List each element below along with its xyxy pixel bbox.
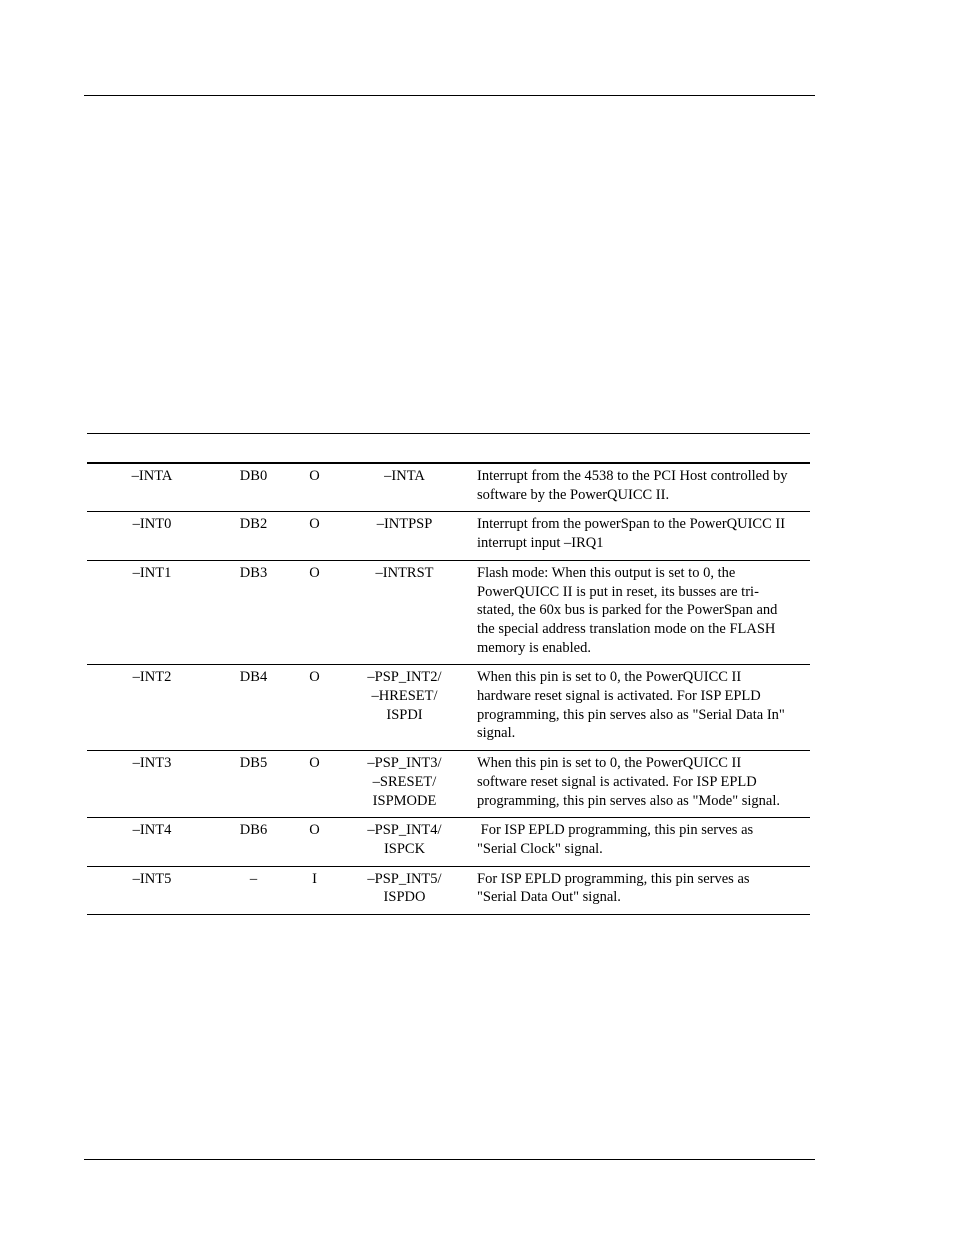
footer-rule xyxy=(84,1159,815,1160)
description-cell xyxy=(470,818,810,866)
function-line: ISPCK xyxy=(383,840,426,857)
pin-cell: DB5 xyxy=(217,751,290,818)
function-cell xyxy=(339,665,470,751)
function-line: –PSP_INT5/ xyxy=(367,870,442,887)
description-line: the special address translation mode on the FLASH xyxy=(477,620,776,637)
description-line: For ISP EPLD programming, this pin serves as xyxy=(477,822,754,839)
pin-cell: DB0 xyxy=(217,464,290,512)
function-line: ISPDI xyxy=(386,706,423,723)
table-row xyxy=(87,464,810,512)
description-line: programming, this pin serves also as "Mode" signal. xyxy=(477,792,781,809)
function-cell xyxy=(339,818,470,866)
description-cell xyxy=(470,512,810,560)
description-line: memory is enabled. xyxy=(477,639,591,656)
direction-cell: O xyxy=(290,665,339,751)
description-line: When this pin is set to 0, the PowerQUICC II xyxy=(477,669,742,686)
description-line: Interrupt from the 4538 to the PCI Host controlled by xyxy=(477,468,788,484)
description-line: "Serial Clock" signal. xyxy=(477,840,603,857)
description-line: software by the PowerQUICC II. xyxy=(477,486,670,503)
description-line: interrupt input –IRQ1 xyxy=(477,535,604,552)
function-cell xyxy=(339,512,470,560)
description-line: Flash mode: When this output is set to 0, the xyxy=(477,564,736,581)
description-line: software reset signal is activated. For ISP EPLD xyxy=(477,773,757,790)
function-cell xyxy=(339,751,470,818)
description-cell xyxy=(470,866,810,914)
table-row xyxy=(87,751,810,818)
signal-name-cell: –INT3 xyxy=(87,751,217,818)
description-line: Interrupt from the powerSpan to the PowerQUICC II xyxy=(477,516,786,533)
signal-name-cell: –INT4 xyxy=(87,818,217,866)
direction-cell: O xyxy=(290,818,339,866)
description-line: stated, the 60x bus is parked for the PowerSpan and xyxy=(477,602,778,619)
table-top-rule xyxy=(87,433,810,434)
signal-name-cell: –INT1 xyxy=(87,560,217,665)
signal-name-cell: –INT5 xyxy=(87,866,217,914)
table-row xyxy=(87,866,810,914)
description-line: When this pin is set to 0, the PowerQUICC II xyxy=(477,755,742,772)
description-cell xyxy=(470,464,810,512)
function-line: –PSP_INT4/ xyxy=(367,822,442,839)
function-cell xyxy=(339,464,470,512)
function-line: –INTRST xyxy=(375,564,434,581)
description-cell xyxy=(470,665,810,751)
function-line: –PSP_INT3/ xyxy=(367,755,442,772)
function-line: ISPMODE xyxy=(372,792,437,809)
description-line: PowerQUICC II is put in reset, its busses are tri- xyxy=(477,583,759,600)
table-row xyxy=(87,665,810,751)
table-row xyxy=(87,560,810,665)
function-line: –SRESET/ xyxy=(372,773,437,790)
interrupt-signal-table xyxy=(87,464,810,915)
description-line: For ISP EPLD programming, this pin serves as xyxy=(477,870,750,887)
function-line: –INTA xyxy=(384,468,425,484)
pin-cell: DB6 xyxy=(217,818,290,866)
function-cell xyxy=(339,560,470,665)
direction-cell: O xyxy=(290,751,339,818)
pin-cell: DB4 xyxy=(217,665,290,751)
header-rule xyxy=(84,95,815,96)
function-line: –INTPSP xyxy=(376,516,433,533)
signal-name-cell: –INTA xyxy=(87,464,217,512)
description-cell xyxy=(470,751,810,818)
function-cell xyxy=(339,866,470,914)
direction-cell: I xyxy=(290,866,339,914)
description-cell xyxy=(470,560,810,665)
function-line: –PSP_INT2/ xyxy=(367,669,442,686)
pin-cell: – xyxy=(217,866,290,914)
function-line: ISPDO xyxy=(383,889,426,906)
direction-cell: O xyxy=(290,512,339,560)
signal-name-cell: –INT2 xyxy=(87,665,217,751)
function-line: –HRESET/ xyxy=(371,688,438,705)
direction-cell: O xyxy=(290,560,339,665)
direction-cell: O xyxy=(290,464,339,512)
description-line: "Serial Data Out" signal. xyxy=(477,889,621,906)
table-row xyxy=(87,818,810,866)
table-row xyxy=(87,512,810,560)
signal-name-cell: –INT0 xyxy=(87,512,217,560)
description-line: hardware reset signal is activated. For ISP EPLD xyxy=(477,688,761,705)
signal-table-body xyxy=(87,464,810,915)
description-line: programming, this pin serves also as "Serial Data In" xyxy=(477,706,785,723)
pin-cell: DB3 xyxy=(217,560,290,665)
pin-cell: DB2 xyxy=(217,512,290,560)
description-line: signal. xyxy=(477,725,516,742)
